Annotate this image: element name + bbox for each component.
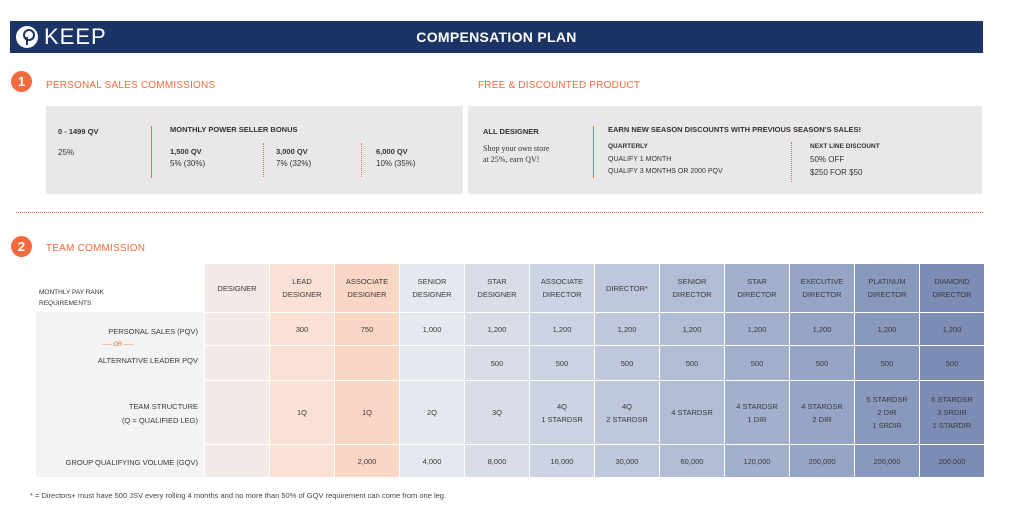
team-structure-value: 4 STARDSR: [736, 401, 778, 411]
cell-value: 1,000: [422, 324, 442, 334]
alt-leader-cell: [660, 346, 724, 380]
team-structure-cell: [335, 381, 399, 444]
team-structure-cell: [400, 381, 464, 444]
team-structure-value: 6 STARDSR: [931, 395, 973, 404]
alt-leader-cell: [855, 346, 919, 380]
section-1-number: 1: [11, 71, 32, 92]
row-label-alt-leader: ALTERNATIVE LEADER PQV: [97, 356, 198, 365]
cell-value: 2,000: [357, 456, 377, 466]
bonus-rate: 5% (30%): [170, 159, 206, 168]
team-structure-value: 1 STARDIR: [932, 421, 972, 430]
rank-header-text: DIRECTOR: [672, 290, 712, 299]
team-structure-value: 4Q: [621, 401, 632, 411]
rank-header-cell: [660, 264, 724, 312]
gqv-cell: [790, 445, 854, 477]
cell-value: 500: [490, 358, 504, 368]
team-structure-value: 4Q: [556, 401, 567, 411]
row-label-team-structure: TEAM STRUCTURE: [128, 402, 198, 411]
all-designer-title: ALL DESIGNER: [483, 127, 539, 136]
team-structure-cell: [270, 381, 334, 444]
gqv-cell: [270, 445, 334, 477]
cell-value: 1,200: [747, 324, 767, 334]
bonus-title: MONTHLY POWER SELLER BONUS: [170, 125, 298, 134]
rank-header-text: PLATINUM: [868, 277, 906, 286]
personal-sales-cell: [595, 313, 659, 345]
team-structure-cell: [790, 381, 854, 444]
rank-header-text: DESIGNER: [412, 290, 452, 299]
divider: [593, 126, 594, 178]
section-2-number: 2: [11, 236, 32, 257]
rank-header-cell: [920, 264, 984, 312]
team-structure-value: 2 STARDSR: [606, 414, 648, 424]
cell-value: 120,000: [743, 456, 771, 466]
team-structure-value: 1 SRDIR: [872, 421, 902, 430]
pay-rank-label-line: REQUIREMENTS: [39, 300, 92, 307]
cell-value: 750: [360, 324, 374, 334]
rank-header-text: DIRECTOR*: [606, 283, 648, 293]
team-structure-cell: [530, 381, 594, 444]
gqv-cell: [855, 445, 919, 477]
personal-sales-cell: [725, 313, 789, 345]
rank-header-text: ASSOCIATE: [345, 277, 389, 286]
row-label-gqv: GROUP QUALIFYING VOLUME (GQV): [65, 458, 198, 467]
cell-value: 16,000: [550, 456, 574, 466]
team-structure-cell: [465, 381, 529, 444]
cell-value: 1,200: [552, 324, 572, 334]
free-product-title: FREE & DISCOUNTED PRODUCT: [478, 80, 641, 91]
section-divider: [16, 212, 983, 213]
alt-leader-cell: [465, 346, 529, 380]
cell-value: 500: [750, 358, 764, 368]
rank-header-cell: [465, 264, 529, 312]
rank-header-text: ASSOCIATE: [540, 277, 584, 286]
row-label-column: [36, 312, 204, 477]
rank-header-cell: [205, 264, 269, 312]
gqv-cell: [465, 445, 529, 477]
row-label-or: ----- OR -----: [101, 342, 134, 348]
rank-header-cell: [855, 264, 919, 312]
alt-leader-cell: [790, 346, 854, 380]
row-label-team-structure-note: (Q = QUALIFIED LEG): [121, 416, 198, 425]
personal-sales-cell: [660, 313, 724, 345]
rank-header-text: DESIGNER: [477, 290, 517, 299]
rank-header-text: DIRECTOR: [932, 290, 972, 299]
cell-value: 500: [880, 358, 894, 368]
quarterly-title: QUARTERLY: [608, 143, 648, 150]
gqv-cell: [400, 445, 464, 477]
team-structure-cell: [920, 381, 984, 444]
divider: [151, 126, 152, 178]
rank-header-text: STAR: [747, 277, 767, 286]
rank-header-cell: [595, 264, 659, 312]
gqv-cell: [335, 445, 399, 477]
team-structure-cell: [725, 381, 789, 444]
quarterly-line: QUALIFY 3 MONTHS OR 2000 PQV: [608, 168, 723, 175]
alt-leader-cell: [205, 346, 269, 380]
team-structure-value: 1Q: [296, 408, 307, 417]
alt-leader-cell: [595, 346, 659, 380]
section-2-title: TEAM COMMISSION: [46, 243, 146, 254]
base-rate: 25%: [58, 148, 75, 157]
alt-leader-cell: [920, 346, 984, 380]
quarterly-line: QUALIFY 1 MONTH: [608, 156, 672, 163]
personal-sales-cell: [530, 313, 594, 345]
footnote: * = Directors+ must have 500 JSV every rolling 4 months and no more than 50% of GQV requirement can come from one leg.: [30, 491, 447, 500]
next-line-title: NEXT LINE DISCOUNT: [810, 143, 880, 150]
rank-header-text: SENIOR: [677, 277, 707, 286]
rank-header-cell: [790, 264, 854, 312]
team-structure-value: 5 STARDSR: [866, 395, 908, 404]
cell-value: 500: [685, 358, 699, 368]
alt-leader-cell: [530, 346, 594, 380]
team-structure-value: 4 STARDSR: [801, 401, 843, 411]
cell-value: 8,000: [487, 456, 507, 466]
cell-value: 30,000: [615, 456, 639, 466]
rank-header-text: DIAMOND: [934, 277, 970, 286]
cell-value: 300: [295, 324, 309, 334]
bonus-qv: 6,000 QV: [376, 147, 408, 156]
divider: [791, 142, 792, 182]
cell-value: 200,000: [938, 456, 966, 466]
rank-header-text: STAR: [487, 277, 507, 286]
cell-value: 500: [555, 358, 569, 368]
gqv-cell: [660, 445, 724, 477]
personal-sales-cell: [465, 313, 529, 345]
cell-value: 4,000: [422, 456, 442, 466]
personal-sales-cell: [855, 313, 919, 345]
team-structure-value: 2 DIR: [877, 408, 897, 417]
cell-value: 1,200: [812, 324, 832, 334]
cell-value: 500: [945, 358, 959, 368]
rank-header-text: EXECUTIVE: [800, 277, 844, 286]
cell-value: 1,200: [942, 324, 962, 334]
header-bar: [10, 21, 983, 53]
personal-sales-cell: [270, 313, 334, 345]
next-line-offer: $250 FOR $50: [810, 168, 863, 177]
alt-leader-cell: [400, 346, 464, 380]
cell-value: 500: [815, 358, 829, 368]
gqv-cell: [205, 445, 269, 477]
row-label-personal-sales: PERSONAL SALES (PQV): [108, 327, 198, 336]
page-title: COMPENSATION PLAN: [416, 29, 577, 45]
alt-leader-cell: [725, 346, 789, 380]
gqv-cell: [725, 445, 789, 477]
bonus-rate: 10% (35%): [376, 159, 416, 168]
cell-value: 1,200: [682, 324, 702, 334]
bonus-rate: 7% (32%): [276, 159, 312, 168]
gqv-cell: [920, 445, 984, 477]
season-title: EARN NEW SEASON DISCOUNTS WITH PREVIOUS SEASON'S SALES!: [608, 125, 862, 134]
rank-header-text: LEAD: [292, 277, 312, 286]
team-structure-value: 3 SRDIR: [937, 408, 967, 417]
team-structure-value: 1Q: [361, 408, 372, 417]
cell-value: 200,000: [808, 456, 836, 466]
team-structure-value: 1 STARDSR: [541, 414, 583, 424]
team-structure-cell: [660, 381, 724, 444]
cell-value: 60,000: [680, 456, 704, 466]
cell-value: 200,000: [873, 456, 901, 466]
pay-rank-label: [39, 287, 104, 309]
personal-sales-cell: [205, 313, 269, 345]
team-structure-value: 4 STARDSR: [671, 408, 713, 417]
cell-value: 1,200: [487, 324, 507, 334]
personal-sales-cell: [920, 313, 984, 345]
divider: [361, 143, 362, 177]
rank-header-text: DESIGNER: [347, 290, 387, 299]
cell-value: 500: [620, 358, 634, 368]
gqv-cell: [595, 445, 659, 477]
cell-value: 1,200: [877, 324, 897, 334]
rank-header-text: DIRECTOR: [737, 290, 777, 299]
team-structure-value: 2 DIR: [812, 414, 832, 424]
rank-header-text: DESIGNER: [217, 283, 257, 293]
gqv-cell: [530, 445, 594, 477]
base-range: 0 - 1499 QV: [58, 127, 99, 136]
rank-header-text: DIRECTOR: [802, 290, 842, 299]
personal-sales-cell: [400, 313, 464, 345]
rank-header-text: SENIOR: [417, 277, 447, 286]
all-designer-text: at 25%, earn QV!: [483, 155, 540, 164]
team-structure-cell: [855, 381, 919, 444]
team-structure-value: 1 DIR: [747, 414, 767, 424]
commission-panel: [46, 106, 463, 194]
team-structure-cell: [595, 381, 659, 444]
alt-leader-cell: [335, 346, 399, 380]
all-designer-text: Shop your own store: [483, 144, 550, 153]
rank-header-text: DIRECTOR: [867, 290, 907, 299]
personal-sales-cell: [335, 313, 399, 345]
team-structure-cell: [205, 381, 269, 444]
team-structure-value: 3Q: [491, 408, 502, 417]
pay-rank-label-line: MONTHLY PAY RANK: [39, 289, 104, 296]
alt-leader-cell: [270, 346, 334, 380]
free-product-panel: [468, 106, 982, 194]
logo-text: KEEP: [44, 24, 107, 49]
team-structure-value: 2Q: [426, 408, 437, 417]
rank-header-cell: [270, 264, 334, 312]
rank-header-text: DIRECTOR: [542, 290, 582, 299]
bonus-qv: 3,000 QV: [276, 147, 308, 156]
rank-header-cell: [725, 264, 789, 312]
cell-value: 1,200: [617, 324, 637, 334]
rank-header-cell: [400, 264, 464, 312]
personal-sales-cell: [790, 313, 854, 345]
bonus-qv: 1,500 QV: [170, 147, 202, 156]
next-line-discount: 50% OFF: [810, 155, 845, 164]
rank-header-text: DESIGNER: [282, 290, 322, 299]
rank-header-cell: [335, 264, 399, 312]
section-1-title: PERSONAL SALES COMMISSIONS: [46, 80, 216, 91]
divider: [263, 143, 264, 177]
rank-header-cell: [530, 264, 594, 312]
